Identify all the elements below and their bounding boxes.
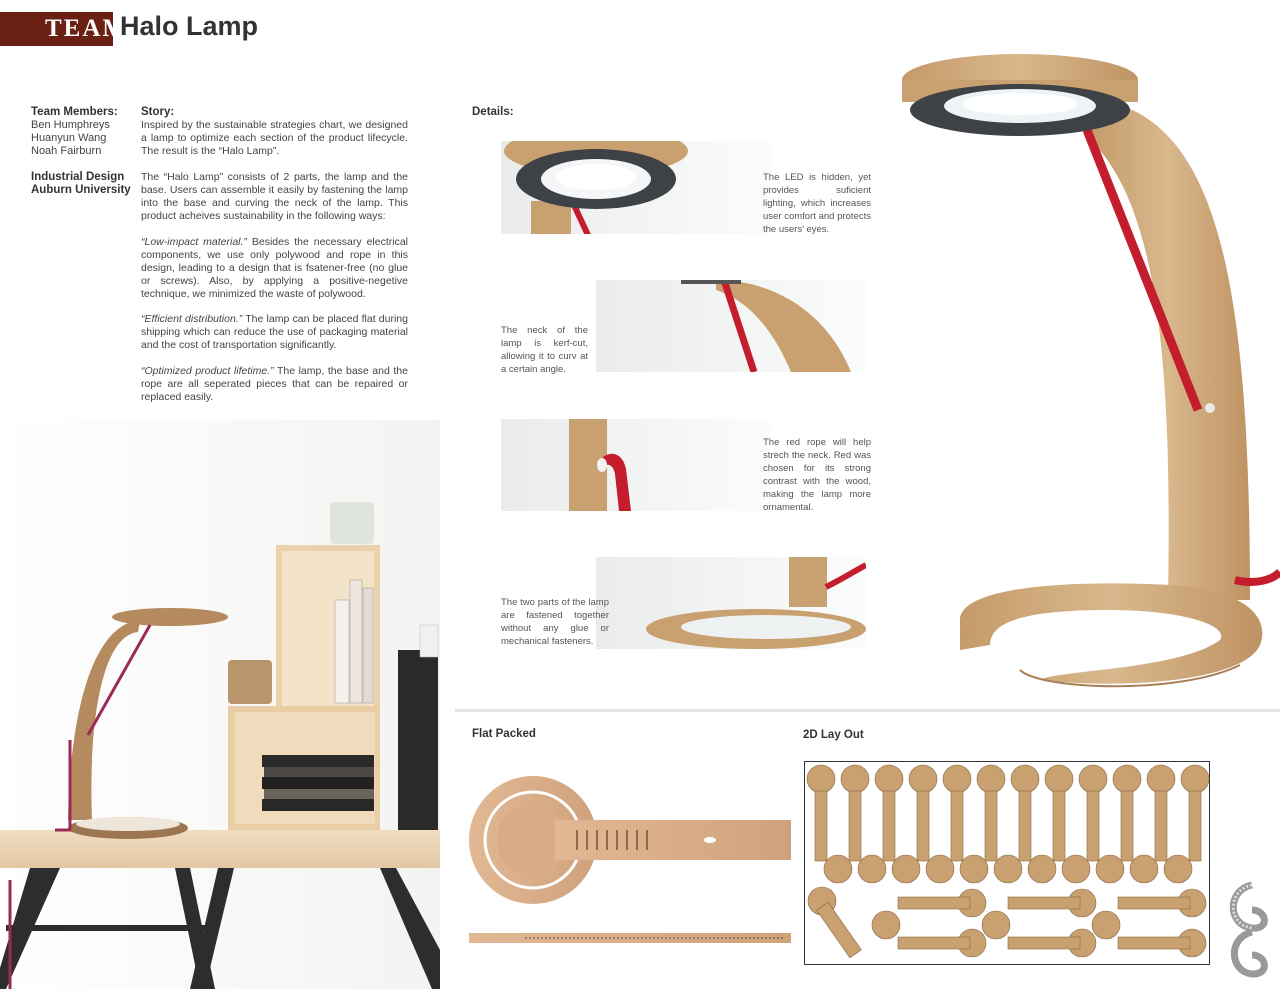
story-paragraph-4 [141,313,408,352]
team-member: Noah Fairburn [31,145,102,157]
affiliation [31,171,131,197]
story-label: Story: [141,106,175,118]
neck-closeup [596,280,866,372]
flat-packed-top-view [469,776,791,904]
team-members-label: Team Members: [31,106,118,118]
rope-coil-illustration [1222,880,1272,980]
layout-2d-drawing [804,761,1210,965]
vase [330,502,374,544]
lifestyle-photo [0,420,440,989]
team-member: Huanyun Wang [31,132,107,144]
base-closeup [596,557,866,649]
story-p4-body: The lamp can be placed flat during shipping which can reduce the use of packaging material and the cost of transportation significantly. [141,313,408,351]
team-member: Ben Humphreys [31,119,110,131]
detail-note-base: The two parts of the lamp are fastened together without any glue or mechanical fasteners. [501,597,609,647]
story-paragraph-2: The “Halo Lamp” consists of 2 parts, the lamp and the base. Users can assemble it easily by fastening the lamp into the base and curving the neck of the lamp. This product acheives sustainability in the following ways: [141,171,408,222]
story-p5-body: The lamp, the base and the rope are all seperated pieces that can be repaired or replaced easily. [141,365,408,403]
led-closeup [501,141,771,234]
detail-image-base [596,557,866,649]
hero-lamp-render [880,40,1280,710]
affiliation-school: Auburn University [31,184,131,196]
detail-note-neck: The neck of the lamp is kerf-cut, allowing it to curv at a certain angle. [501,325,588,375]
detail-note-led: The LED is hidden, yet provides suficient lighting, which increases user comfort and protects the users’ eyes. [763,172,871,235]
section-divider [455,709,1280,712]
story-p3-heading: “Low-impact material.” [141,236,247,248]
detail-image-rope [501,419,771,511]
story-p3-body: Besides the necessary electrical components, we use only polywood and rope in this design, leading to a design that is fsatener-free (no glue or screws). Also, by applying a positive-negetive technique, we minimized the waste of polywood. [141,236,408,300]
story-paragraph-3 [141,236,408,301]
team-member-list [31,119,110,158]
flat-packed-side-view [469,933,791,943]
page-title: Halo Lamp [120,11,259,41]
flat-packed-label: Flat Packed [472,728,536,740]
affiliation-dept: Industrial Design [31,171,125,183]
detail-image-led [501,141,771,234]
flat-packed-drawing [465,776,795,951]
team-badge [0,12,128,46]
detail-note-rope: The red rope will help strech the neck. Red was chosen for its strong contrast with the wood, making the lamp more ornamental. [763,437,871,513]
story-p5-heading: “Optimized product lifetime.” [141,365,274,377]
story-paragraph-1: Inspired by the sustainable strategies chart, we designed a lamp to optimize each section of the product lifecycle. The result is the “Halo Lamp”. [141,119,408,157]
story-paragraph-5 [141,365,408,404]
story-p4-heading: “Efficient distribution.” [141,313,243,325]
layout-2d-label: 2D Lay Out [803,729,864,741]
detail-image-neck [596,280,866,372]
rope-closeup [501,419,771,511]
details-label: Details: [472,106,514,118]
team-badge-text: TEAM [45,15,128,42]
